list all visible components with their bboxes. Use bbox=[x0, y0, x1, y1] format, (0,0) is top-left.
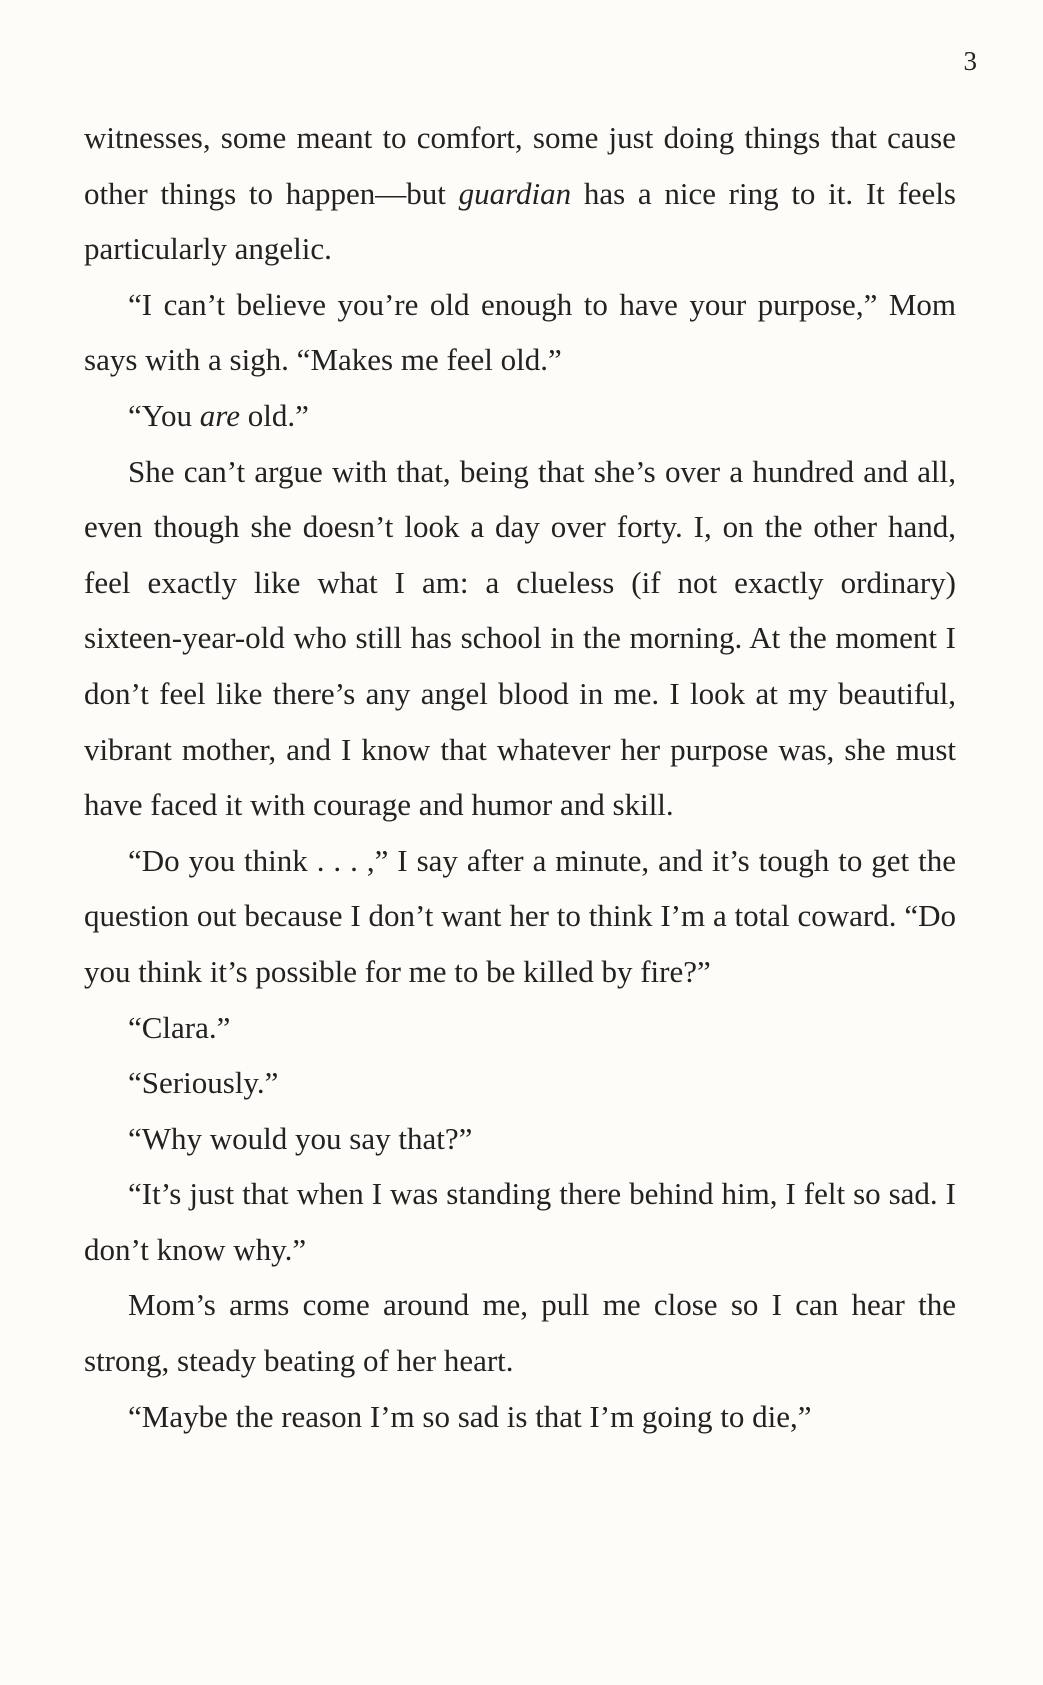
paragraph bbox=[84, 1000, 956, 1056]
paragraph bbox=[84, 1111, 956, 1167]
text-run: “Maybe the reason I’m so sad is that I’m going to die,” bbox=[128, 1398, 812, 1434]
text-run: “Do you think . . . ,” I say after a minute, and it’s tough to get the question out because I don’t want her to think I’m a total coward. “Do you think it’s possible for me to be killed by fire?” bbox=[84, 842, 956, 989]
italic-text: are bbox=[199, 397, 240, 433]
body-text bbox=[84, 110, 956, 1444]
text-run: Mom’s arms come around me, pull me close so I can hear the strong, steady beating of her heart. bbox=[84, 1287, 956, 1379]
paragraph bbox=[84, 833, 956, 1000]
text-run: “Why would you say that?” bbox=[128, 1120, 473, 1156]
paragraph bbox=[84, 1055, 956, 1111]
text-run: witnesses, some meant to comfort, some just doing things that cause other things to happen—but bbox=[84, 120, 956, 211]
text-run: “Seriously.” bbox=[128, 1065, 279, 1101]
italic-text: guardian bbox=[458, 175, 572, 211]
paragraph bbox=[84, 388, 956, 444]
paragraph bbox=[84, 1389, 956, 1445]
paragraph bbox=[84, 444, 956, 833]
text-run: has a nice ring to it. It feels particularly angelic. bbox=[84, 175, 956, 267]
text-run: old.” bbox=[239, 397, 309, 433]
page-number: 3 bbox=[963, 46, 977, 76]
paragraph bbox=[84, 110, 956, 277]
text-run: “Clara.” bbox=[128, 1009, 231, 1045]
paragraph bbox=[84, 1166, 956, 1277]
text-run: “I can’t believe you’re old enough to have your purpose,” Mom says with a sigh. “Makes me feel old.” bbox=[84, 286, 956, 378]
text-run: “It’s just that when I was standing there behind him, I felt so sad. I don’t know why.” bbox=[84, 1176, 956, 1267]
text-run: She can’t argue with that, being that she’s over a hundred and all, even though she doesn’t look a day over forty. I, on the other hand, feel exactly like what I am: a clueless (if not exactly ordinary) sixteen-year-old who still has school in the morning. At the moment I don’t feel like there’s any angel blood in me. I look at my beautiful, vibrant mother, and I know that whatever her purpose was, she must have faced it with courage and humor and skill. bbox=[84, 453, 956, 823]
paragraph bbox=[84, 277, 956, 388]
text-run: “You bbox=[128, 397, 200, 433]
paragraph bbox=[84, 1277, 956, 1388]
